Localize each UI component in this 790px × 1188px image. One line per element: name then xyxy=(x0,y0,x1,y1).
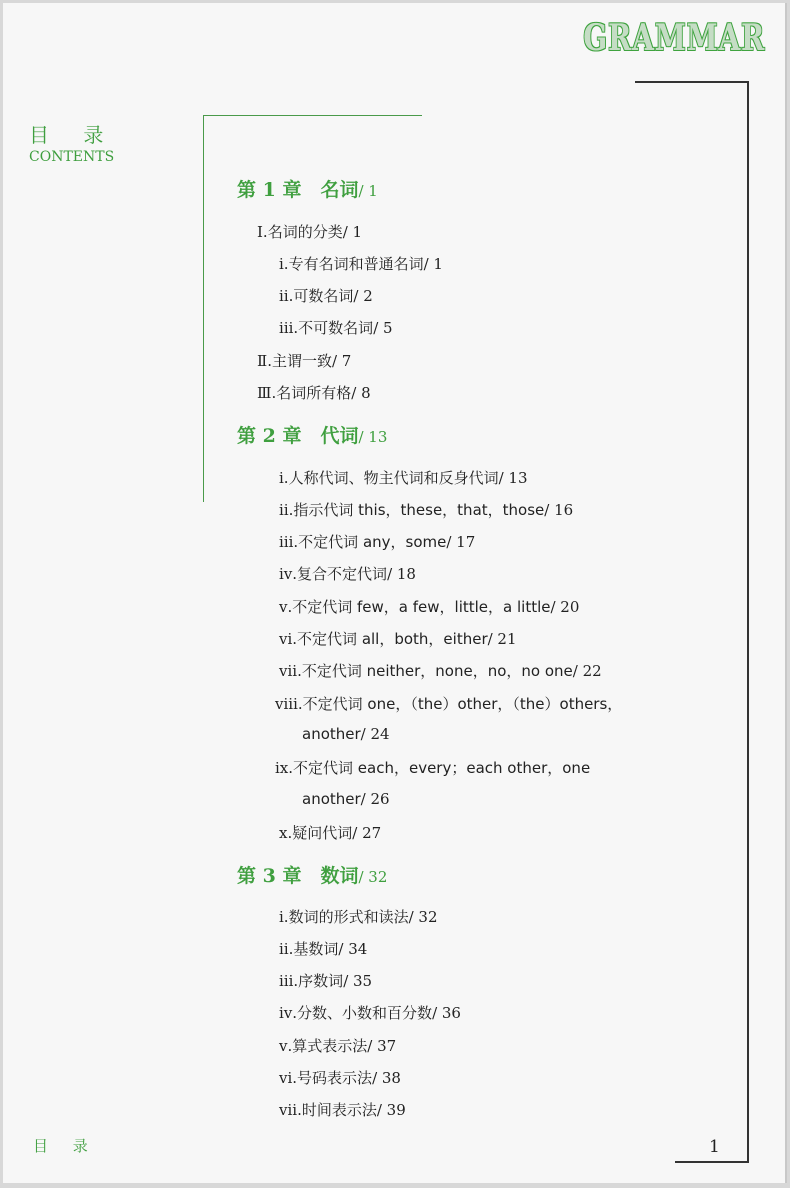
contents-heading xyxy=(29,119,117,165)
entry-number: ⅰ. xyxy=(279,908,289,926)
entry-title: 名词所有格 xyxy=(276,384,352,402)
entry-number: ⅲ. xyxy=(279,319,299,337)
entry-title: 复合不定代词 xyxy=(297,565,388,583)
footer-section-label: 目 录 xyxy=(33,1137,98,1155)
entry-number: ⅱ. xyxy=(279,940,294,958)
entry-page: / 21 xyxy=(487,630,517,648)
entry-title: 疑问代词 xyxy=(292,824,353,842)
entry-number: ⅷ. xyxy=(275,695,303,713)
entry-page: / 39 xyxy=(376,1101,406,1119)
entry-page: / 7 xyxy=(331,352,352,370)
chapter-heading[interactable] xyxy=(237,175,378,202)
entry-title: 不可数名词 xyxy=(298,319,374,337)
entry-number: ⅳ. xyxy=(279,565,298,583)
toc-entry-continued[interactable] xyxy=(302,725,390,743)
toc-entry[interactable] xyxy=(279,1002,461,1023)
entry-title: 人称代词、物主代词和反身代词 xyxy=(288,469,499,487)
entry-number: ⅱ. xyxy=(279,501,294,519)
toc-entry[interactable] xyxy=(279,628,517,649)
entry-number: ⅴ. xyxy=(279,1037,293,1055)
entry-title: 不定代词 any，some xyxy=(298,533,447,551)
entry-title: 可数名词 xyxy=(293,287,354,305)
entry-title: 不定代词 one，（the）other，（the）others， xyxy=(302,695,623,713)
entry-number: ⅵ. xyxy=(279,630,298,648)
entry-page: / 17 xyxy=(446,533,476,551)
entry-number: Ⅰ. xyxy=(257,223,268,241)
chapter-heading[interactable] xyxy=(237,861,387,888)
entry-number: ⅶ. xyxy=(279,1101,302,1119)
entry-number: ⅱ. xyxy=(279,287,294,305)
entry-page: / 13 xyxy=(498,469,528,487)
chapter-page: / 32 xyxy=(358,868,388,886)
entry-title: 指示代词 this，these，that，those xyxy=(293,501,545,519)
entry-number: ⅲ. xyxy=(279,533,299,551)
entry-number: ⅸ. xyxy=(275,759,294,777)
entry-title: 专有名词和普通名词 xyxy=(288,255,424,273)
entry-title: 基数词 xyxy=(293,940,339,958)
entry-number: Ⅱ. xyxy=(257,352,272,370)
entry-title: 不定代词 all，both，either xyxy=(297,630,488,648)
entry-page: / 32 xyxy=(408,908,438,926)
toc-entry[interactable] xyxy=(279,253,443,274)
frame-rule-top xyxy=(635,81,749,83)
entry-title: 不定代词 few，a few，little，a little xyxy=(292,598,551,616)
entry-page: / 35 xyxy=(343,972,373,990)
document-page xyxy=(3,3,787,1183)
entry-title: 主谓一致 xyxy=(271,352,332,370)
toc-entry[interactable] xyxy=(279,822,381,843)
entry-page: / 24 xyxy=(360,725,390,743)
entry-page: / 5 xyxy=(373,319,393,337)
entry-title: 时间表示法 xyxy=(301,1101,377,1119)
toc-entry[interactable] xyxy=(279,596,579,617)
toc-entry[interactable] xyxy=(257,350,351,371)
entry-page: / 34 xyxy=(338,940,368,958)
toc-entry[interactable] xyxy=(279,563,416,584)
toc-entry[interactable] xyxy=(279,499,573,520)
entry-page: / 20 xyxy=(550,598,580,616)
toc-entry[interactable] xyxy=(279,531,475,552)
entry-title: 序数词 xyxy=(298,972,344,990)
toc-entry[interactable] xyxy=(279,906,438,927)
entry-title: another xyxy=(302,725,361,743)
toc-entry[interactable] xyxy=(275,693,622,714)
entry-title: 号码表示法 xyxy=(297,1069,373,1087)
entry-title: another xyxy=(302,790,361,808)
chapter-title: 第 1 章 名词 xyxy=(237,179,359,201)
entry-number: ⅰ. xyxy=(279,469,289,487)
entry-page: / 27 xyxy=(352,824,382,842)
entry-title: 不定代词 each，every；each other，one xyxy=(293,759,591,777)
entry-title: 不定代词 neither，none，no，no one xyxy=(301,662,573,680)
page-number: 1 xyxy=(709,1137,720,1157)
entry-page: / 2 xyxy=(353,287,373,305)
toc-entry[interactable] xyxy=(279,1035,396,1056)
chapter-title: 第 3 章 数词 xyxy=(237,865,359,887)
toc-entry[interactable] xyxy=(279,1099,406,1120)
entry-page: / 18 xyxy=(387,565,416,583)
entry-number: ⅶ. xyxy=(279,662,302,680)
entry-page: / 22 xyxy=(572,662,602,680)
entry-title: 分数、小数和百分数 xyxy=(297,1004,433,1022)
toc-entry-continued[interactable] xyxy=(302,790,390,808)
contents-title-cn: 目 录 xyxy=(29,123,118,147)
toc-entry[interactable] xyxy=(279,970,372,991)
toc-entry[interactable] xyxy=(279,1067,401,1088)
toc-entry[interactable] xyxy=(275,757,590,778)
toc-entry[interactable] xyxy=(257,221,362,242)
toc-entry[interactable] xyxy=(279,285,373,306)
entry-number: ⅵ. xyxy=(279,1069,298,1087)
frame-rule-right xyxy=(747,81,749,1161)
entry-page: / 26 xyxy=(360,790,390,808)
chapter-heading[interactable] xyxy=(237,421,387,448)
entry-number: ⅴ. xyxy=(279,598,293,616)
entry-page: / 1 xyxy=(342,223,363,241)
entry-page: / 8 xyxy=(351,384,371,402)
toc-entry[interactable] xyxy=(279,938,367,959)
chapter-title: 第 2 章 代词 xyxy=(237,425,359,447)
entry-number: ⅲ. xyxy=(279,972,299,990)
toc-entry[interactable] xyxy=(257,382,371,403)
entry-page: / 1 xyxy=(423,255,443,273)
contents-title-en: CONTENTS xyxy=(29,149,115,165)
entry-page: / 36 xyxy=(432,1004,461,1022)
toc-entry[interactable] xyxy=(279,660,602,681)
entry-page: / 38 xyxy=(372,1069,401,1087)
entry-number: ⅰ. xyxy=(279,255,289,273)
entry-number: ⅹ. xyxy=(279,824,293,842)
chapter-page: / 13 xyxy=(358,428,388,446)
entry-number: Ⅲ. xyxy=(257,384,277,402)
toc-entry[interactable] xyxy=(279,317,393,338)
entry-title: 算式表示法 xyxy=(292,1037,368,1055)
entry-title: 数词的形式和读法 xyxy=(288,908,409,926)
chapter-page: / 1 xyxy=(358,182,378,200)
entry-title: 名词的分类 xyxy=(267,223,343,241)
entry-page: / 37 xyxy=(367,1037,397,1055)
brand-heading: GRAMMAR xyxy=(583,17,765,59)
entry-number: ⅳ. xyxy=(279,1004,298,1022)
entry-page: / 16 xyxy=(544,501,574,519)
frame-rule-bottom xyxy=(675,1161,749,1163)
toc-entry[interactable] xyxy=(279,467,528,488)
